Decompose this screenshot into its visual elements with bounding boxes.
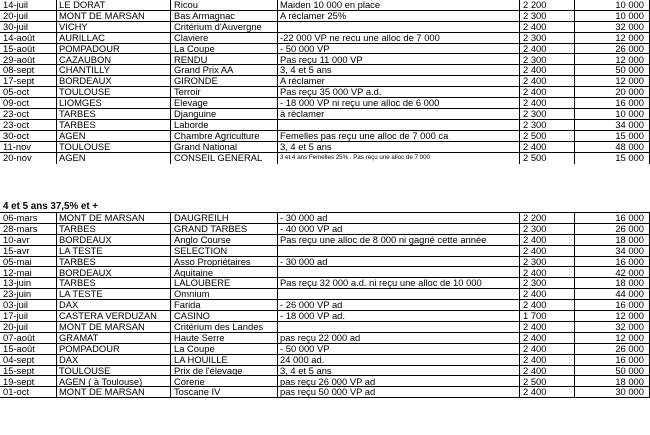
note-cell (280, 22, 516, 33)
note-cell: A réclamer 25% (280, 10, 347, 21)
note-cell: pas reçu 22 000 ad (280, 332, 361, 343)
note-cell: Pas reçu une alloc de 8 000 ni gagné cette année (280, 234, 487, 245)
city-cell: GRAMAT (59, 332, 99, 343)
date-cell: 05-oct (3, 87, 30, 98)
city-cell: TOULOUSE (59, 87, 111, 98)
prize-cell: 10 000 (615, 0, 644, 10)
note-cell: - 18 000 VP ad. (280, 311, 345, 322)
race-name-cell: Elevage (174, 98, 208, 109)
note-cell: 3, 4 et 5 ans (280, 65, 332, 76)
upper-column-divider (519, 0, 520, 164)
race-name-cell: Asso Propriétaires (174, 256, 251, 267)
city-cell: LE DORAT (59, 0, 106, 10)
race-name-cell: Terroir (174, 87, 201, 98)
distance-cell: 2 300 (523, 119, 547, 130)
prize-cell: 10 000 (615, 10, 644, 21)
table-row (0, 333, 650, 344)
prize-cell: 34 000 (615, 245, 644, 256)
race-name-cell: Chambre Agriculture (174, 130, 260, 141)
prize-cell: 48 000 (615, 141, 644, 152)
race-name-cell: SELECTION (174, 245, 228, 256)
prize-cell: 32 000 (615, 21, 644, 32)
date-cell: 09-oct (3, 98, 30, 109)
note-cell (280, 120, 516, 131)
prize-cell: 30 000 (615, 387, 644, 398)
distance-cell: 2 500 (523, 376, 547, 387)
prize-cell: 16 000 (615, 98, 644, 109)
note-cell: à réclamer (280, 109, 325, 119)
note-cell (280, 289, 516, 300)
date-cell: 12-mai (3, 267, 32, 278)
distance-cell: 2 300 (523, 54, 547, 65)
distance-cell: 2 300 (523, 10, 547, 21)
distance-cell: 2 400 (523, 98, 547, 109)
table-row (0, 224, 650, 235)
table-row (0, 355, 650, 366)
city-cell: TOULOUSE (59, 141, 111, 152)
distance-cell: 2 300 (523, 278, 547, 289)
race-name-cell: La Coupe (174, 343, 215, 354)
distance-cell: 2 400 (523, 21, 547, 32)
prize-cell: 12 000 (615, 311, 644, 322)
table-row (0, 65, 650, 76)
note-cell: Pas reçu 32 000 a.d. ni reçu une alloc de 10 000 (280, 278, 482, 289)
prize-cell: 16 000 (615, 354, 644, 365)
table-row (0, 387, 650, 398)
table-row (0, 142, 650, 153)
city-cell: MONT DE MARSAN (59, 10, 145, 21)
city-cell: BORDEAUX (59, 267, 112, 278)
date-cell: 23-oct (3, 119, 30, 130)
distance-cell: 2 200 (523, 213, 547, 223)
table-row (0, 87, 650, 98)
date-cell: 03-juil (3, 300, 29, 311)
distance-cell: 2 300 (523, 109, 547, 119)
city-cell: TARBES (59, 256, 96, 267)
note-cell: Femelles pas reçu une alloc de 7 000 ca (280, 130, 449, 141)
distance-cell: 2 400 (523, 43, 547, 54)
prize-cell: 12 000 (615, 54, 644, 65)
date-cell: 15-août (3, 343, 35, 354)
date-cell: 30-oct (3, 130, 30, 141)
note-cell: - 26 000 VP ad (280, 300, 343, 311)
table-row (0, 120, 650, 131)
note-cell (280, 246, 516, 257)
date-cell: 01-oct (3, 387, 30, 398)
note-cell: - 40 000 VP ad (280, 223, 343, 234)
distance-cell: 1 700 (523, 311, 547, 322)
lower-column-divider (574, 213, 575, 398)
table-row (0, 76, 650, 87)
city-cell: TARBES (59, 109, 96, 119)
city-cell: AURILLAC (59, 32, 105, 43)
race-name-cell: Grand Prix AA (174, 65, 234, 76)
table-row (0, 213, 650, 224)
city-cell: VICHY (59, 21, 88, 32)
prize-cell: 12 000 (615, 32, 644, 43)
upper-column-divider (56, 0, 57, 164)
lower-column-divider (56, 213, 57, 398)
distance-cell: 2 400 (523, 76, 547, 87)
prize-cell: 18 000 (615, 376, 644, 387)
table-row (0, 278, 650, 289)
distance-cell: 2 400 (523, 267, 547, 278)
note-cell (280, 268, 516, 279)
distance-cell: 2 400 (523, 141, 547, 152)
city-cell: BORDEAUX (59, 234, 112, 245)
table-row (0, 366, 650, 377)
prize-cell: 10 000 (615, 109, 644, 119)
date-cell: 19-sept (3, 376, 35, 387)
prize-cell: 15 000 (615, 152, 644, 163)
distance-cell: 2 400 (523, 343, 547, 354)
race-name-cell: CASINO (174, 311, 210, 322)
date-cell: 14-août (3, 32, 35, 43)
distance-cell: 2 400 (523, 332, 547, 343)
upper-column-divider (574, 0, 575, 164)
city-cell: LA TESTE (59, 245, 103, 256)
distance-cell: 2 300 (523, 256, 547, 267)
note-cell: - 18 000 VP ni reçu une alloc de 6 000 (280, 98, 440, 109)
distance-cell: 2 400 (523, 365, 547, 376)
distance-cell: 2 400 (523, 322, 547, 332)
prize-cell: 12 000 (615, 76, 644, 87)
table-row (0, 246, 650, 257)
race-name-cell: GRAND TARBES (174, 223, 248, 234)
race-name-cell: CONSEIL GENERAL (174, 152, 263, 163)
race-name-cell: Prix de l'élevage (174, 365, 243, 376)
date-cell: 10-avr (3, 234, 30, 245)
note-cell: - 30 000 ad (280, 256, 328, 267)
table-row (0, 55, 650, 66)
race-name-cell: LA HOUILLE (174, 354, 228, 365)
table-row (0, 257, 650, 268)
date-cell: 20-juil (3, 10, 29, 21)
table-row (0, 44, 650, 55)
date-cell: 04-sept (3, 354, 35, 365)
date-cell: 15-sept (3, 365, 35, 376)
table-row (0, 131, 650, 142)
race-name-cell: Critérium d'Auvergne (174, 21, 262, 32)
city-cell: BORDEAUX (59, 76, 112, 87)
lower-column-divider (277, 213, 278, 398)
prize-cell: 44 000 (615, 289, 644, 300)
city-cell: LIOMGES (59, 98, 102, 109)
race-name-cell: La Coupe (174, 43, 215, 54)
lower-column-divider (170, 213, 171, 398)
table-row (0, 33, 650, 44)
city-cell: POMPADOUR (59, 43, 120, 54)
city-cell: CASTERA VERDUZAN (59, 311, 157, 322)
note-cell: - 50 000 VP (280, 343, 330, 354)
race-name-cell: LALOUBERE (174, 278, 231, 289)
table-row (0, 322, 650, 333)
city-cell: DAX (59, 354, 79, 365)
prize-cell: 18 000 (615, 234, 644, 245)
distance-cell: 2 400 (523, 87, 547, 98)
prize-cell: 42 000 (615, 267, 644, 278)
race-name-cell: Farida (174, 300, 201, 311)
city-cell: TARBES (59, 119, 96, 130)
race-name-cell: Aquitaine (174, 267, 214, 278)
table-row (0, 0, 650, 11)
table-row (0, 268, 650, 279)
city-cell: CAZAUBON (59, 54, 112, 65)
distance-cell: 2 400 (523, 354, 547, 365)
section-top-border (0, 202, 650, 213)
prize-cell: 34 000 (615, 119, 644, 130)
race-name-cell: Toscane IV (174, 387, 221, 398)
city-cell: MONT DE MARSAN (59, 213, 145, 223)
table-row (0, 377, 650, 388)
city-cell: TARBES (59, 223, 96, 234)
date-cell: 06-mars (3, 213, 38, 223)
distance-cell: 2 400 (523, 300, 547, 311)
table-row (0, 109, 650, 120)
note-cell: A réclamer (280, 76, 325, 87)
date-cell: 05-mai (3, 256, 32, 267)
race-name-cell: RENDU (174, 54, 208, 65)
note-cell: Maiden 10 000 en place (280, 0, 381, 10)
distance-cell: 2 500 (523, 130, 547, 141)
note-cell: Pas reçu 11 000 VP (280, 54, 363, 65)
race-name-cell: Djanguine (174, 109, 217, 119)
upper-column-divider (170, 0, 171, 164)
distance-cell: 2 400 (523, 387, 547, 398)
distance-cell: 2 400 (523, 245, 547, 256)
table-row (0, 300, 650, 311)
note-cell: Pas reçu 35 000 VP a.d. (280, 87, 382, 98)
distance-cell: 2 400 (523, 234, 547, 245)
note-cell (280, 322, 516, 333)
race-name-cell: GIRONDE (174, 76, 218, 87)
date-cell: 08-sept (3, 65, 35, 76)
note-cell: -22 000 VP ne recu une alloc de 7 000 (280, 32, 440, 43)
date-cell: 15-avr (3, 245, 30, 256)
race-name-cell: Omnium (174, 289, 210, 300)
note-cell: 3, 4 et 5 ans (280, 365, 332, 376)
note-cell: 3 et 4 ans Femelles 25% . Pas reçu une alloc de 7 000 (280, 153, 430, 161)
table-row (0, 98, 650, 109)
race-name-cell: Anglo Course (174, 234, 231, 245)
city-cell: AGEN (59, 152, 86, 163)
prize-cell: 16 000 (615, 256, 644, 267)
prize-cell: 50 000 (615, 65, 644, 76)
race-name-cell: Critérium des Landes (174, 322, 264, 332)
city-cell: AGEN ( à Toulouse) (59, 376, 143, 387)
table-row (0, 344, 650, 355)
distance-cell: 2 300 (523, 223, 547, 234)
date-cell: 13-juin (3, 278, 32, 289)
table-row (0, 289, 650, 300)
distance-cell: 2 500 (523, 152, 547, 163)
race-name-cell: Laborde (174, 119, 209, 130)
prize-cell: 26 000 (615, 43, 644, 54)
table-row (0, 11, 650, 22)
note-cell: pas reçu 50 000 VP ad (280, 387, 376, 398)
prize-cell: 32 000 (615, 322, 644, 332)
table-row (0, 311, 650, 322)
date-cell: 30-juil (3, 21, 29, 32)
prize-cell: 12 000 (615, 332, 644, 343)
distance-cell: 2 200 (523, 0, 547, 10)
date-cell: 15-août (3, 43, 35, 54)
date-cell: 23-juin (3, 289, 32, 300)
race-name-cell: Corene (174, 376, 205, 387)
prize-cell: 20 000 (615, 87, 644, 98)
date-cell: 17-sept (3, 76, 35, 87)
city-cell: MONT DE MARSAN (59, 322, 145, 332)
date-cell: 17-juil (3, 311, 29, 322)
note-cell: 24 000 ad. (280, 354, 325, 365)
distance-cell: 2 400 (523, 65, 547, 76)
prize-cell: 15 000 (615, 130, 644, 141)
note-cell: 3, 4 et 5 ans (280, 141, 332, 152)
race-name-cell: DAUGREILH (174, 213, 229, 223)
lower-column-divider (519, 213, 520, 398)
date-cell: 28-mars (3, 223, 38, 234)
prize-cell: 26 000 (615, 343, 644, 354)
upper-column-divider (277, 0, 278, 164)
table-row (0, 22, 650, 33)
note-cell: - 30 000 ad (280, 213, 328, 223)
race-name-cell: Bas Armagnac (174, 10, 235, 21)
prize-cell: 26 000 (615, 223, 644, 234)
city-cell: DAX (59, 300, 79, 311)
city-cell: AGEN (59, 130, 86, 141)
note-cell: pas reçu 26 000 VP ad (280, 376, 376, 387)
race-name-cell: Claviere (174, 32, 209, 43)
race-name-cell: Grand National (174, 141, 238, 152)
date-cell: 20-nov (3, 152, 32, 163)
distance-cell: 2 300 (523, 32, 547, 43)
prize-cell: 16 000 (615, 213, 644, 223)
city-cell: LA TESTE (59, 289, 103, 300)
race-name-cell: Haute Serre (174, 332, 225, 343)
race-name-cell: Ricou (174, 0, 198, 10)
prize-cell: 16 000 (615, 300, 644, 311)
date-cell: 23-oct (3, 109, 30, 119)
city-cell: POMPADOUR (59, 343, 120, 354)
prize-cell: 50 000 (615, 365, 644, 376)
table-row (0, 153, 650, 164)
note-cell: - 50 000 VP (280, 43, 330, 54)
city-cell: TARBES (59, 278, 96, 289)
section-title: 4 et 5 ans 37,5% et + (3, 201, 99, 212)
date-cell: 20-juil (3, 322, 29, 332)
city-cell: TOULOUSE (59, 365, 111, 376)
date-cell: 14-juil (3, 0, 29, 10)
date-cell: 29-août (3, 54, 35, 65)
date-cell: 07-août (3, 332, 35, 343)
city-cell: MONT DE MARSAN (59, 387, 145, 398)
table-row (0, 235, 650, 246)
date-cell: 11-nov (3, 141, 31, 152)
distance-cell: 2 400 (523, 289, 547, 300)
prize-cell: 18 000 (615, 278, 644, 289)
city-cell: CHANTILLY (59, 65, 110, 76)
